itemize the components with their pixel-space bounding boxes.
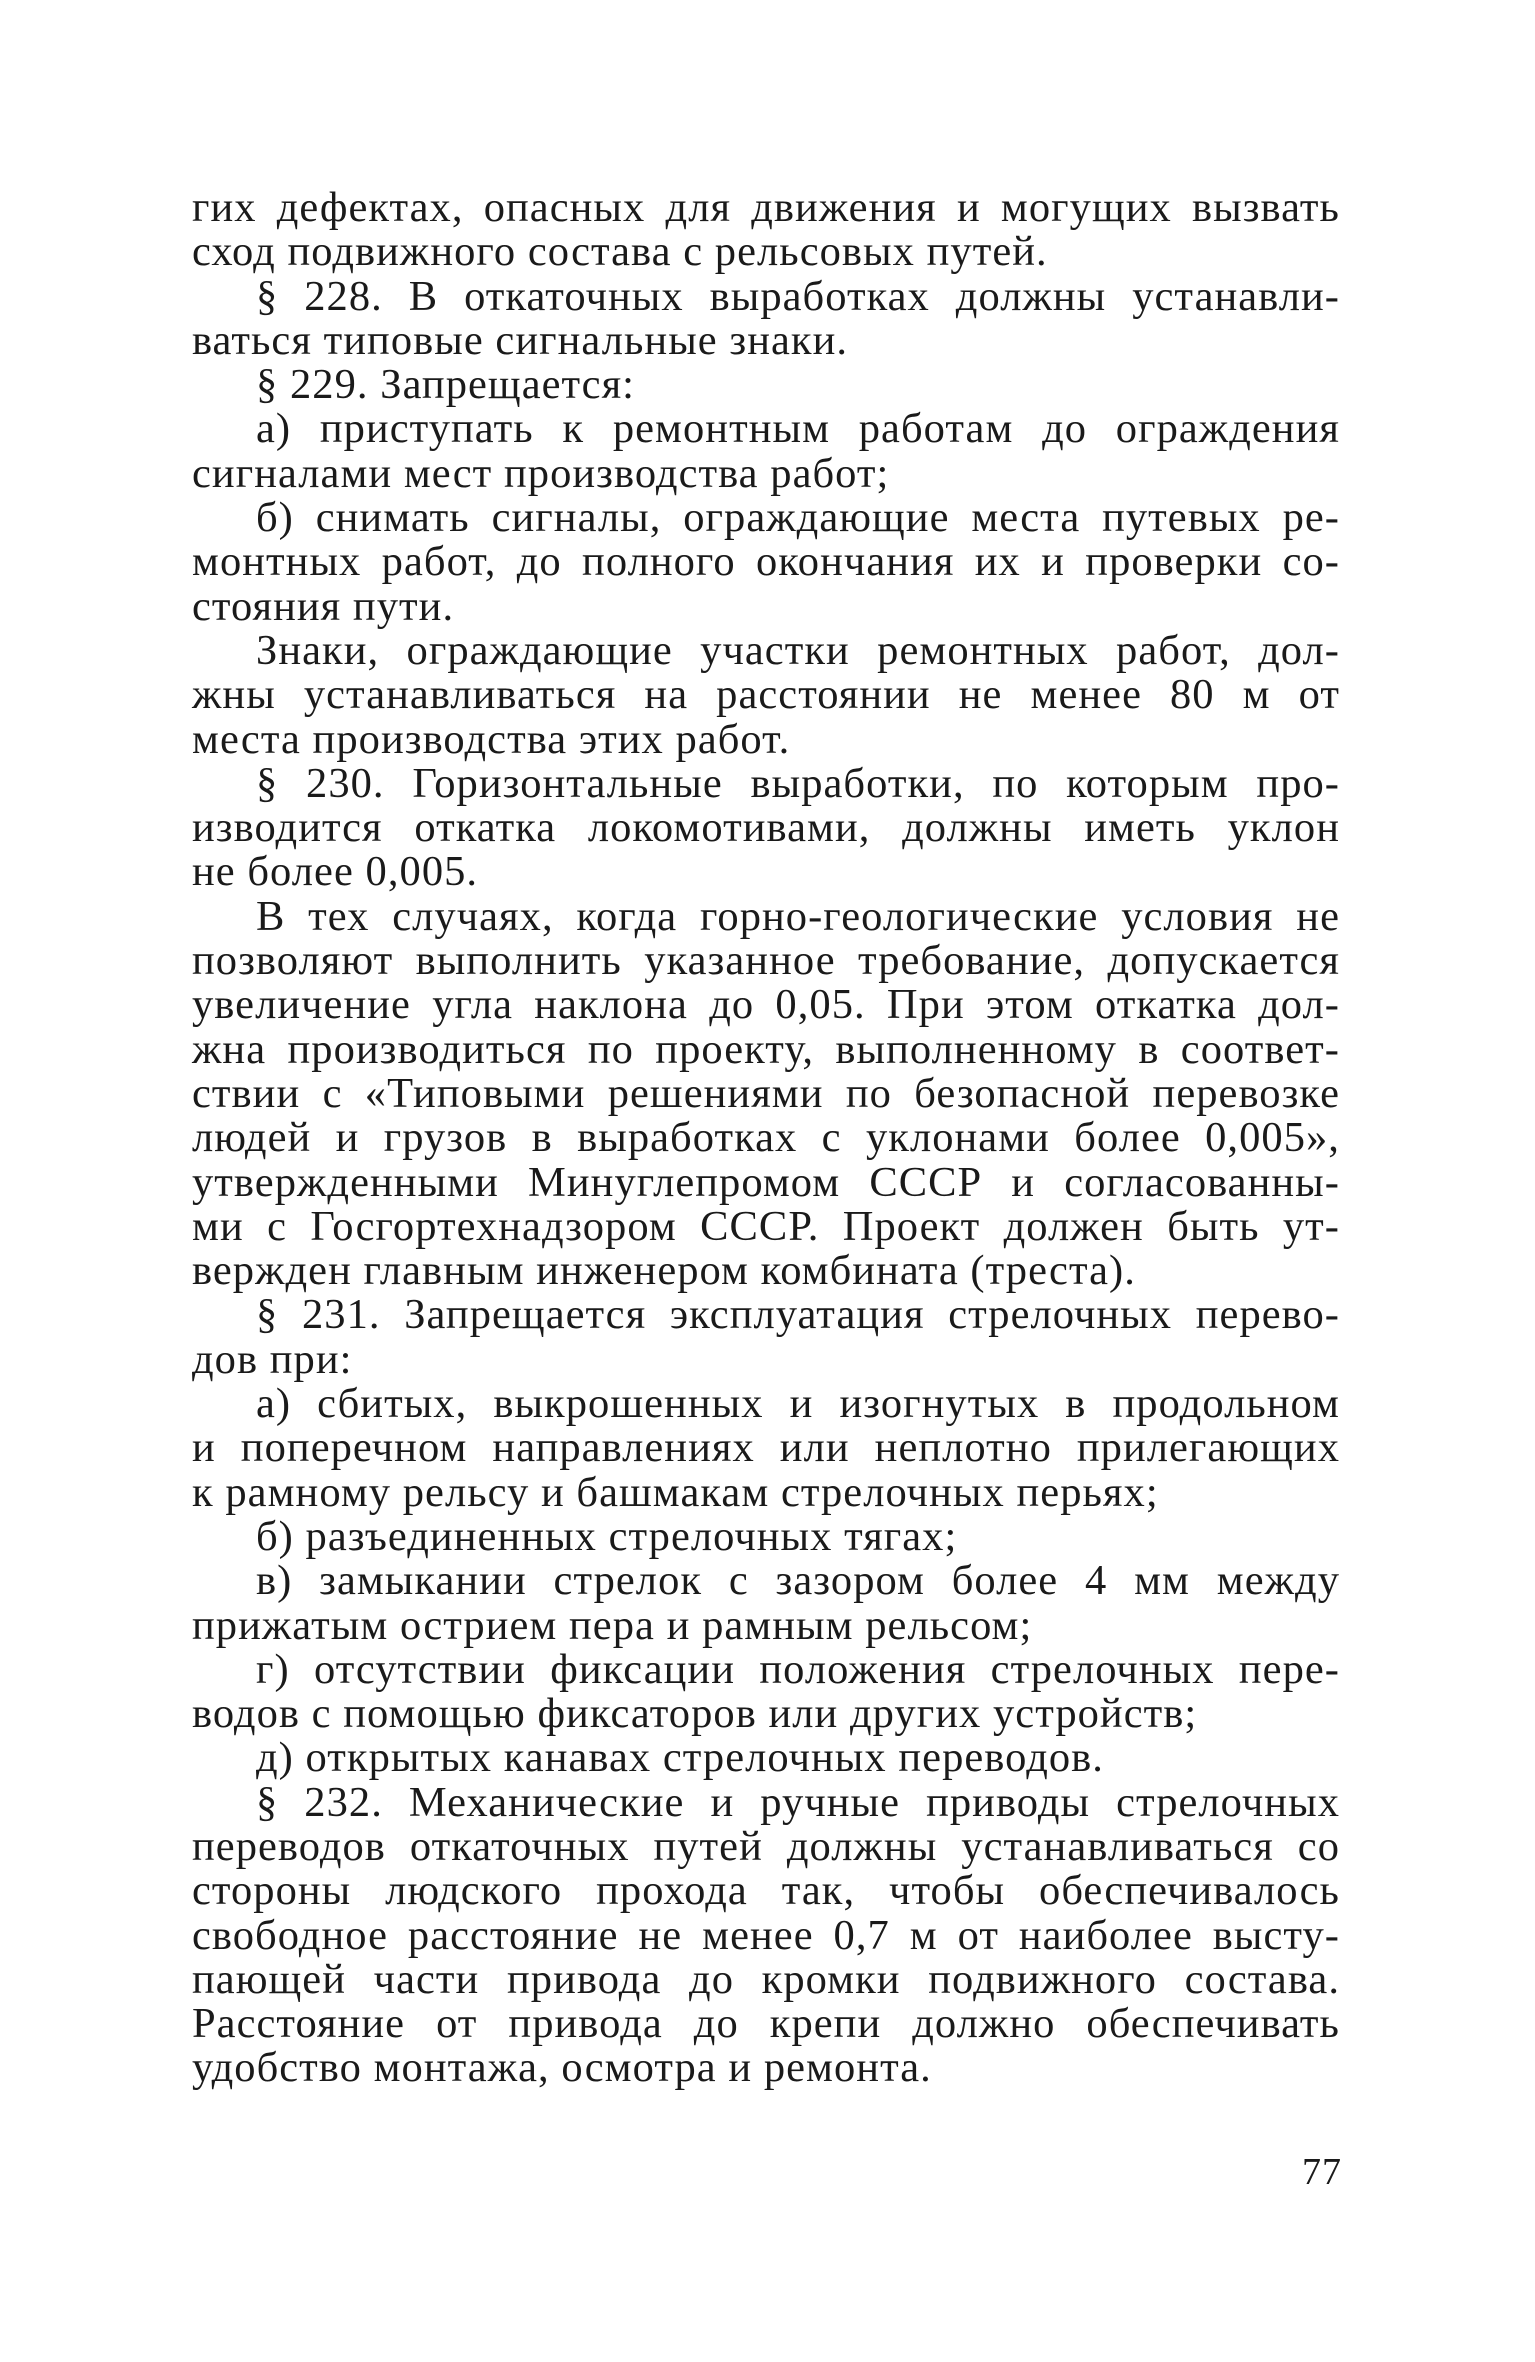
text-line: людей и грузов в выработках с уклонами более 0,005», [192, 1114, 1340, 1162]
section-232-heading-line: § 232. Механические и ручные приводы стрелочных [256, 1778, 1340, 1826]
text-line: не более 0,005. [192, 848, 479, 896]
text-line: сход подвижного состава с рельсовых путей. [192, 228, 1048, 276]
text-line: жны устанавливаться на расстоянии не менее 80 м от [192, 671, 1340, 719]
list-item-b-line: б) разъединенных стрелочных тягах; [256, 1512, 958, 1560]
list-item-a-line: а) приступать к ремонтным работам до ограждения [256, 405, 1340, 453]
text-line: позволяют выполнить указанное требование, допускается [192, 937, 1340, 985]
text-line: ми с Госгортехнадзором СССР. Проект должен быть ут- [192, 1202, 1340, 1250]
list-item-d-line: д) открытых канавах стрелочных переводов. [256, 1734, 1104, 1782]
page-body [192, 186, 1340, 2091]
section-230-heading-line: § 230. Горизонтальные выработки, по которым про- [256, 759, 1340, 807]
text-line: стояния пути. [192, 582, 455, 630]
list-item-a-line: а) сбитых, выкрошенных и изогнутых в продольном [256, 1380, 1340, 1428]
text-line: жна производиться по проекту, выполненному в соответ- [192, 1025, 1340, 1073]
list-item-v-line: в) замыкании стрелок с зазором более 4 мм между [256, 1557, 1340, 1605]
text-line: и поперечном направлениях или неплотно прилегающих [192, 1424, 1340, 1472]
section-231-heading-line: § 231. Запрещается эксплуатация стрелочных перево- [256, 1291, 1340, 1339]
text-line: ствии с «Типовыми решениями по безопасной перевозке [192, 1069, 1340, 1117]
text-line: места производства этих работ. [192, 715, 791, 763]
text-line: утвержденными Минуглепромом СССР и согласованны- [192, 1158, 1340, 1206]
text-line: прижатым острием пера и рамным рельсом; [192, 1601, 1033, 1649]
text-line: Расстояние от привода до крепи должно обеспечивать [192, 2000, 1340, 2048]
text-line: увеличение угла наклона до 0,05. При этом откатка дол- [192, 981, 1340, 1029]
list-item-b-line: б) снимать сигналы, ограждающие места путевых ре- [256, 494, 1340, 542]
paragraph-line: Знаки, ограждающие участки ремонтных работ, дол- [256, 626, 1340, 674]
text-line: монтных работ, до полного окончания их и проверки со- [192, 538, 1340, 586]
text-line: вержден главным инженером комбината (треста). [192, 1247, 1136, 1295]
text-line: водов с помощью фиксаторов или других устройств; [192, 1690, 1198, 1738]
page-number: 77 [1302, 2151, 1342, 2193]
text-line: гих дефектах, опасных для движения и могущих вызвать [192, 184, 1340, 231]
text-line: ваться типовые сигнальные знаки. [192, 316, 849, 364]
paragraph-line: В тех случаях, когда горно-геологические условия не [256, 892, 1340, 940]
text-line: изводится откатка локомотивами, должны иметь уклон [192, 804, 1340, 852]
text-line: пающей части привода до кромки подвижного состава. [192, 1955, 1340, 2003]
text-line: стороны людского прохода так, чтобы обеспечивалось [192, 1867, 1340, 1915]
section-229-heading-line: § 229. Запрещается: [256, 361, 636, 409]
list-item-g-line: г) отсутствии фиксации положения стрелочных пере- [256, 1645, 1340, 1693]
text-line: свободное расстояние не менее 0,7 м от наиболее высту- [192, 1911, 1340, 1959]
text-line: переводов откаточных путей должны устанавливаться со [192, 1822, 1340, 1870]
text-line: сигналами мест производства работ; [192, 449, 890, 497]
text-line: дов при: [192, 1335, 353, 1383]
text-line: к рамному рельсу и башмакам стрелочных перьях; [192, 1468, 1159, 1516]
section-228-heading-line: § 228. В откаточных выработках должны устанавли- [256, 272, 1340, 320]
text-line: удобство монтажа, осмотра и ремонта. [192, 2044, 932, 2092]
